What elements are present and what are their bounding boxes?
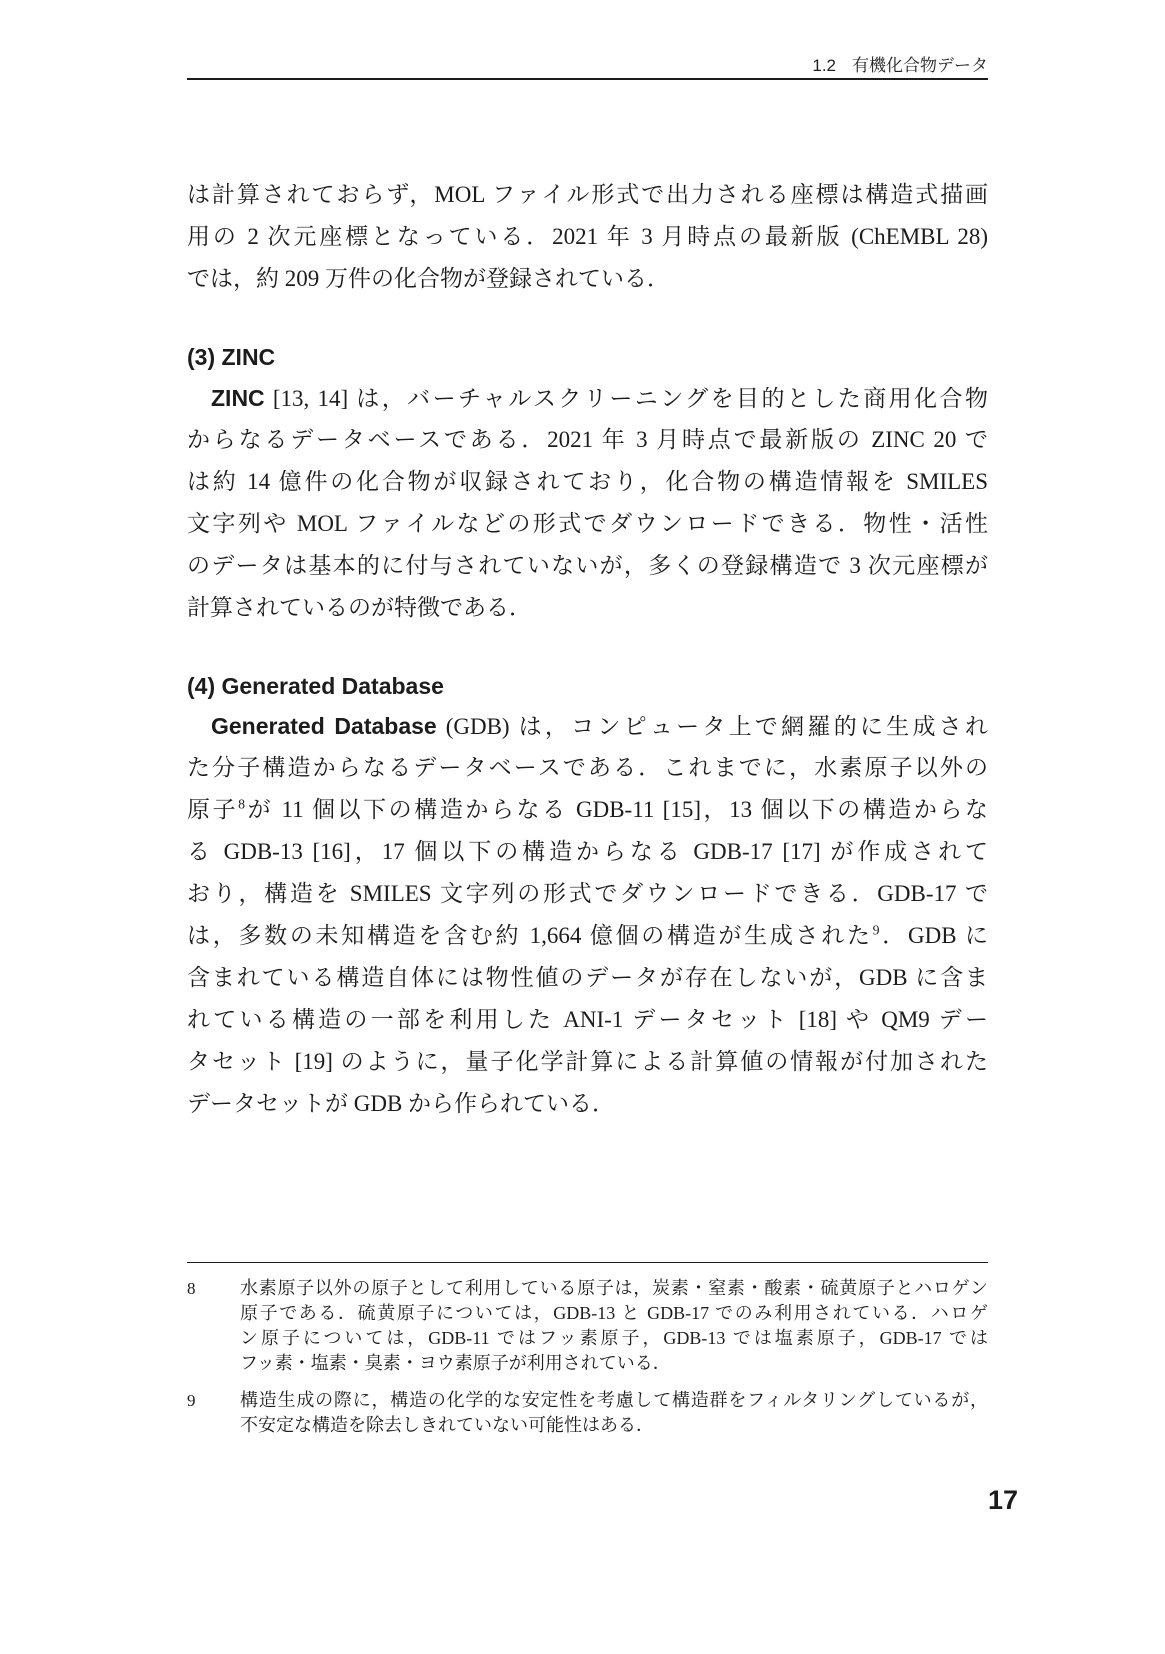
footnote-text: [240, 1388, 988, 1438]
line-text: が 11 個以下の構造からなる GDB-11 [15]，13 個以下の構造からな: [245, 797, 988, 822]
paragraph-line: は計算されておらず，MOL ファイル形式で出力される座標は構造式描画: [187, 182, 988, 207]
paragraph-line: 用の 2 次元座標となっている．2021 年 3 月時点の最新版 (ChEMBL 28): [187, 224, 988, 249]
paragraph-line: [187, 377, 988, 419]
paragraph-line: [187, 915, 988, 957]
paragraph-line: る GDB-13 [16]，17 個以下の構造からなる GDB-17 [17] が作成されて: [187, 839, 988, 864]
paragraph-line: れている構造の一部を利用した ANI-1 データセット [18] や QM9 デー: [187, 1007, 988, 1032]
paragraph-line: からなるデータベースである．2021 年 3 月時点で最新版の ZINC 20 で: [187, 427, 988, 452]
bold-term: Generated Database: [211, 713, 437, 739]
footnote-rule: [187, 1262, 988, 1263]
header-rule: [187, 78, 988, 80]
line-text: 原子: [187, 797, 239, 822]
paragraph-line: タセット [19] のように，量子化学計算による計算値の情報が付加された: [187, 1049, 988, 1074]
footnote-line: ン原子については，GDB-11 ではフッ素原子，GDB-13 では塩素原子，GDB-17 では: [240, 1328, 988, 1348]
running-header: [187, 52, 988, 80]
paragraph-line: データセットが GDB から作られている．: [187, 1091, 616, 1116]
footnote-line: 構造生成の際に，構造の化学的な安定性を考慮して構造群をフィルタリングしているが，: [240, 1390, 988, 1410]
footnote-line: 原子である．硫黄原子については，GDB-13 と GDB-17 でのみ利用されている．ハロゲ: [240, 1303, 988, 1323]
section-number: 1.2: [812, 56, 836, 75]
footnote-text: [240, 1276, 988, 1376]
paragraph-line: 文字列や MOL ファイルなどの形式でダウンロードできる．物性・活性: [187, 511, 988, 536]
paragraph-line: 計算されているのが特徴である．: [187, 595, 532, 620]
footnote-line: 水素原子以外の原子として利用している原子は，炭素・窒素・酸素・硫黄原子とハロゲン: [240, 1278, 988, 1298]
paragraph-line: 含まれている構造自体には物性値のデータが存在しないが，GDB に含ま: [187, 965, 988, 990]
footnote-line: フッ素・塩素・臭素・ヨウ素原子が利用されている．: [240, 1353, 671, 1373]
footnote-line: 不安定な構造を除去しきれていない可能性はある．: [240, 1415, 654, 1435]
paragraph-line: では，約 209 万件の化合物が登録されている．: [187, 266, 670, 291]
section-heading-zinc: (3) ZINC: [187, 344, 276, 370]
line-text: ．GDB に: [879, 923, 989, 948]
footnote-number: 8: [187, 1279, 196, 1298]
line-text: [13, 14] は，バーチャルスクリーニングを目的とした商用化合物: [264, 386, 988, 411]
paragraph-line: は約 14 億件の化合物が収録されており，化合物の構造情報を SMILES: [187, 469, 988, 494]
footnote-number: 9: [187, 1391, 196, 1410]
paragraph-line: [187, 789, 988, 831]
chembl-paragraph: [187, 174, 988, 300]
footnote-ref: 9: [872, 922, 880, 938]
paragraph-line: のデータは基本的に付与されていないが，多くの登録構造で 3 次元座標が: [187, 553, 989, 578]
line-text: (GDB) は，コンピュータ上で網羅的に生成され: [436, 714, 988, 739]
paragraph-line: た分子構造からなるデータベースである．これまでに，水素原子以外の: [187, 755, 988, 780]
bold-term: ZINC: [211, 385, 265, 411]
paragraph-line: [187, 705, 988, 747]
section-heading-gdb: (4) Generated Database: [187, 673, 444, 699]
line-text: は，多数の未知構造を含む約 1,664 億個の構造が生成された: [187, 923, 873, 948]
paragraph-line: おり，構造を SMILES 文字列の形式でダウンロードできる．GDB-17 で: [187, 881, 988, 906]
footnote-ref: 8: [238, 796, 246, 812]
gdb-paragraph: [187, 705, 988, 1125]
section-title: 有機化合物データ: [852, 56, 988, 75]
page-number: 17: [987, 1485, 1018, 1515]
zinc-paragraph: [187, 377, 988, 629]
